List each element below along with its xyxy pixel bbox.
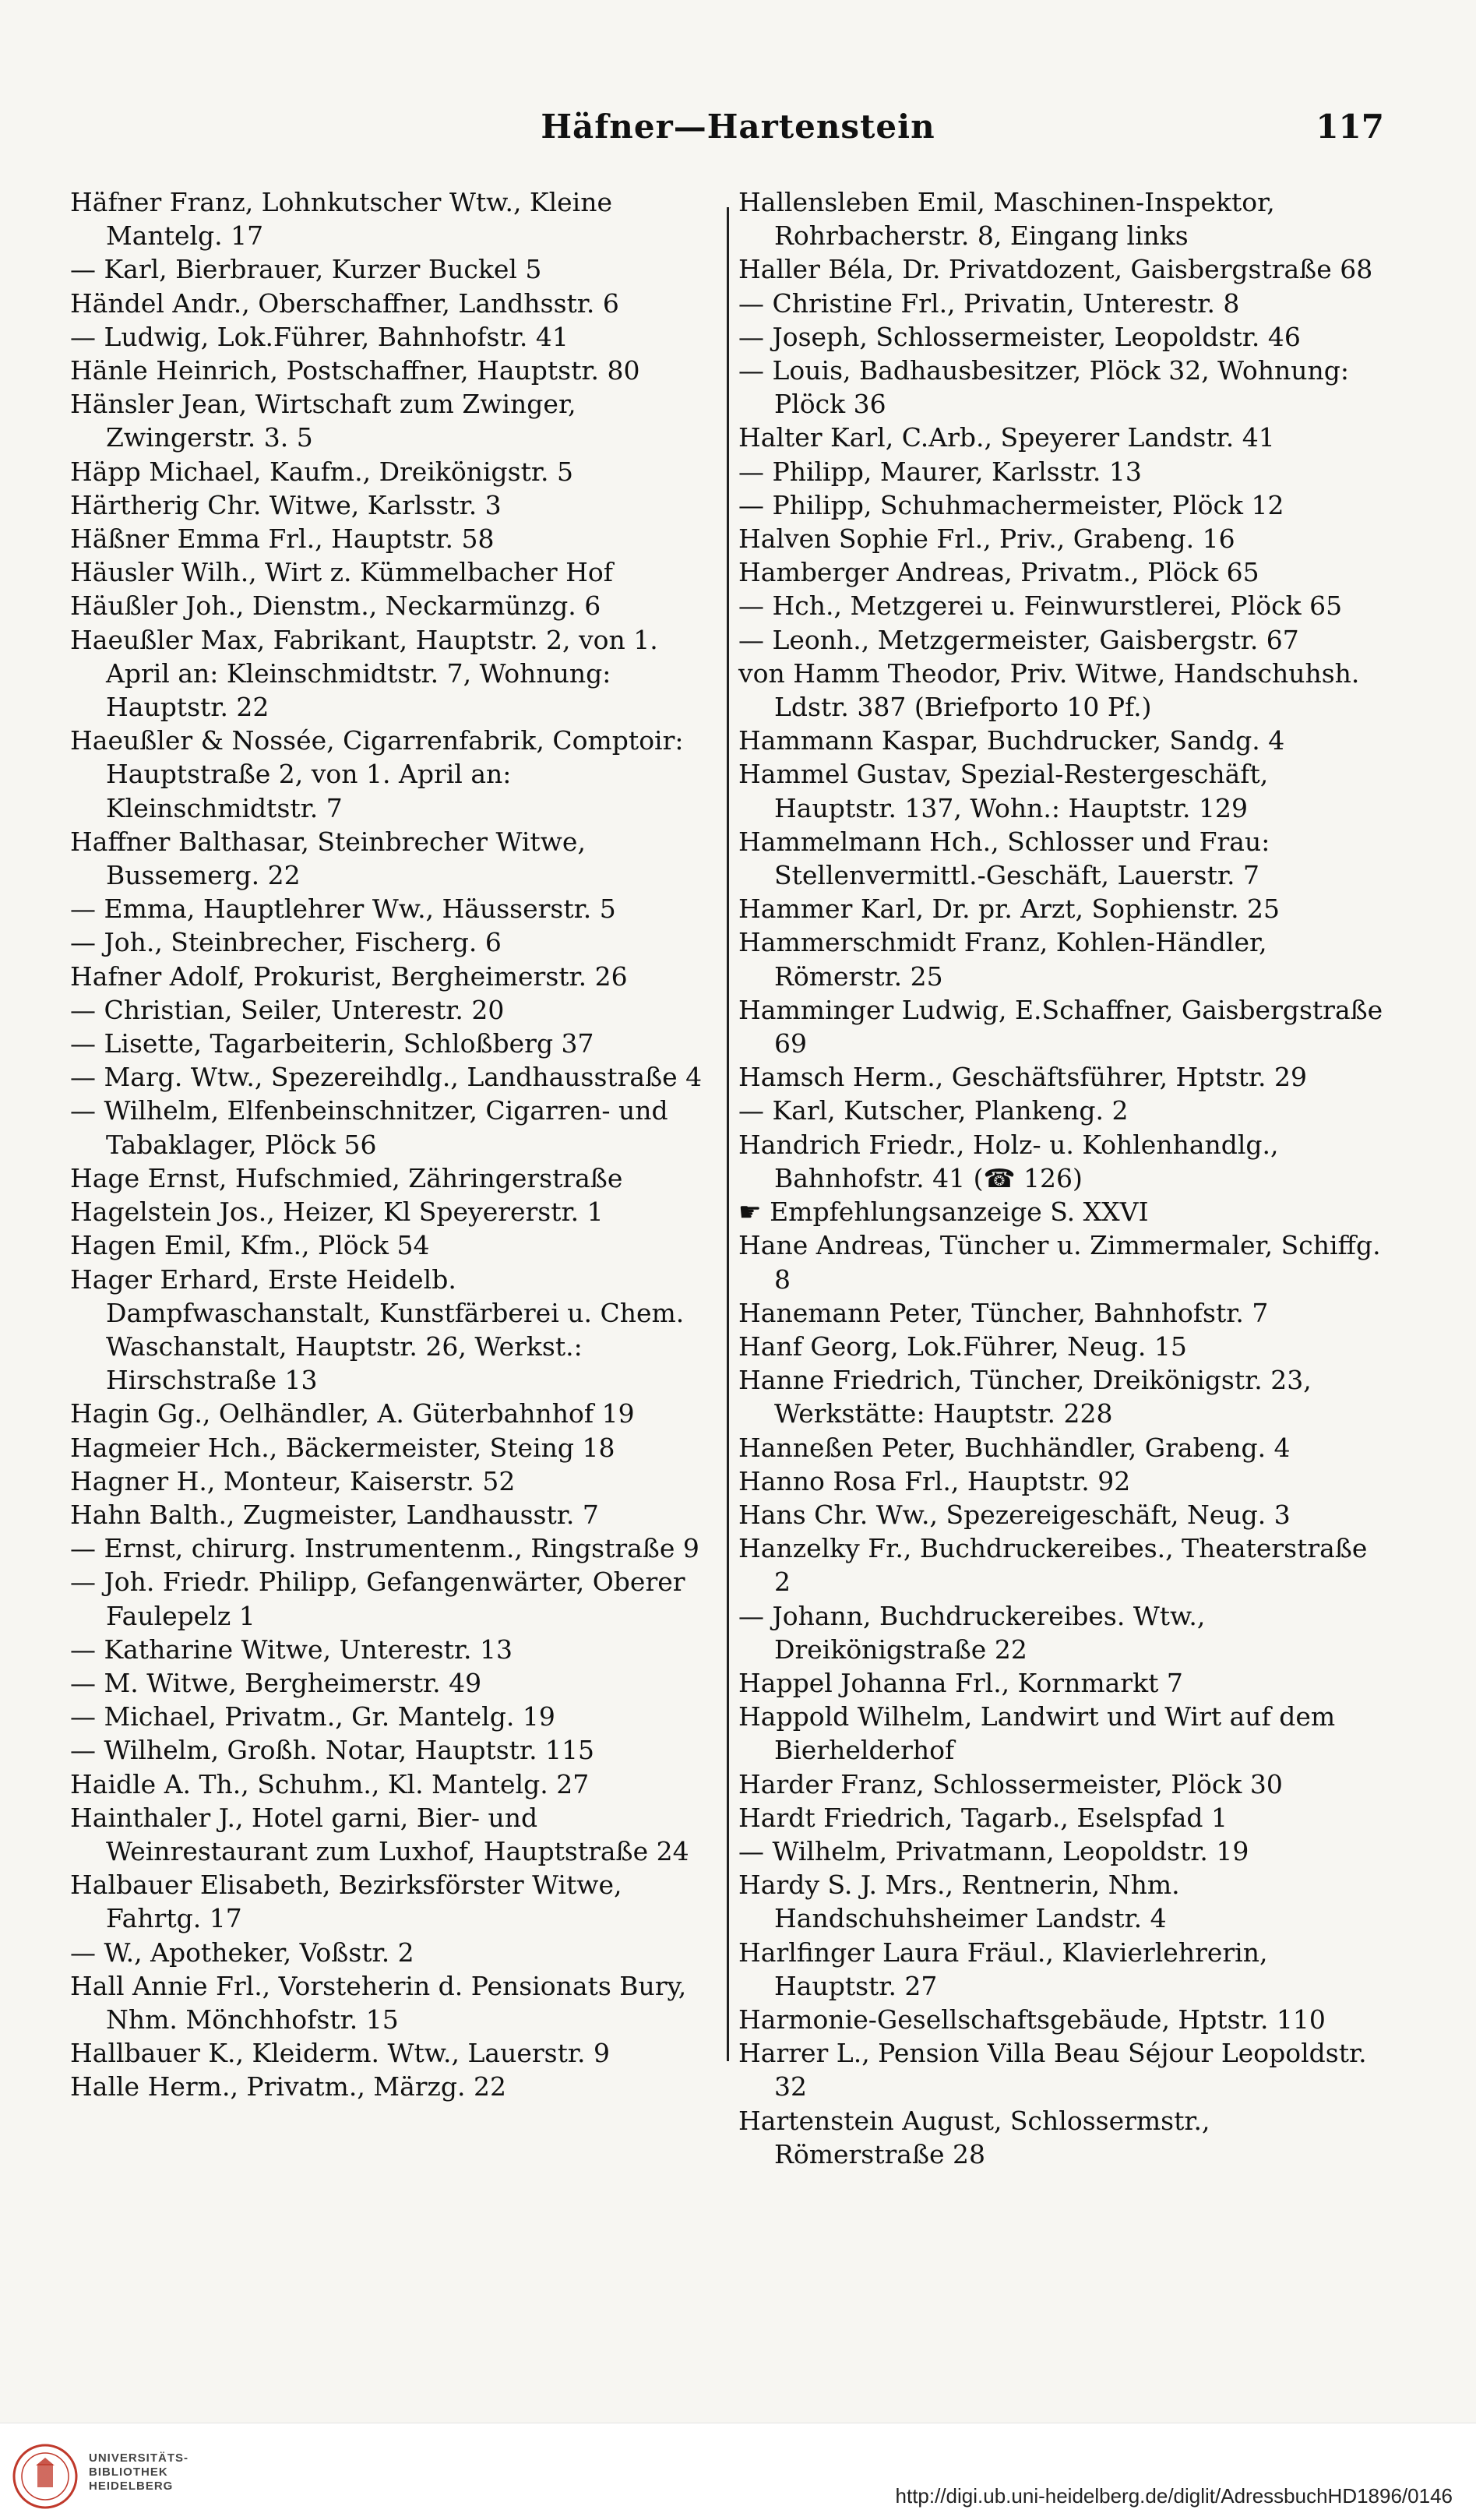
directory-entry: — Karl, Kutscher, Plankeng. 2 [738, 1095, 1129, 1126]
directory-entry: Hammerschmidt Franz, Kohlen-Händler, Römerstr. 25 [738, 927, 1267, 992]
directory-entry: — Christian, Seiler, Unterestr. 20 [70, 994, 505, 1025]
directory-entry: Harder Franz, Schlossermeister, Plöck 30 [738, 1768, 1283, 1799]
directory-entry: — M. Witwe, Bergheimerstr. 49 [70, 1667, 482, 1698]
directory-entry: Hanneßen Peter, Buchhändler, Grabeng. 4 [738, 1432, 1291, 1463]
directory-entry: Hagen Emil, Kfm., Plöck 54 [70, 1230, 430, 1261]
directory-entry: Haidle A. Th., Schuhm., Kl. Mantelg. 27 [70, 1768, 590, 1799]
directory-entry: Hane Andreas, Tüncher u. Zimmermaler, Schiffg. 8 [738, 1230, 1381, 1295]
directory-entry: Hanne Friedrich, Tüncher, Dreikönigstr. 23, Werkstätte: Hauptstr. 228 [738, 1365, 1312, 1429]
university-seal-icon [9, 2441, 81, 2512]
directory-entry: — Leonh., Metzgermeister, Gaisbergstr. 67 [738, 624, 1299, 655]
directory-entry: Hallensleben Emil, Maschinen-Inspektor, Rohrbacherstr. 8, Eingang links [738, 187, 1275, 252]
directory-entry: — Johann, Buchdruckereibes. Wtw., Dreikönigstraße 22 [738, 1600, 1206, 1665]
directory-entry: — Wilhelm, Elfenbeinschnitzer, Cigarren- und Tabaklager, Plöck 56 [70, 1095, 668, 1160]
page-title: Häfner—Hartenstein [541, 107, 935, 146]
directory-entry: Harmonie-Gesellschaftsgebäude, Hptstr. 110 [738, 2004, 1326, 2035]
directory-entry: Hainthaler J., Hotel garni, Bier- und Weinrestaurant zum Luxhof, Hauptstraße 24 [70, 1802, 689, 1866]
directory-entry: Hänle Heinrich, Postschaffner, Hauptstr. 80 [70, 355, 640, 386]
directory-entry: — Marg. Wtw., Spezereihdlg., Landhausstraße 4 [70, 1062, 703, 1093]
directory-entry: Halter Karl, C.Arb., Speyerer Landstr. 41 [738, 422, 1275, 453]
directory-entry: Halbauer Elisabeth, Bezirksförster Witwe, Fahrtg. 17 [70, 1870, 622, 1934]
directory-entry: Harlfinger Laura Fräul., Klavierlehrerin, Hauptstr. 27 [738, 1937, 1268, 2001]
directory-entry: Hallbauer K., Kleiderm. Wtw., Lauerstr. 9 [70, 2038, 610, 2069]
left-column [70, 185, 717, 2104]
directory-entry: Haeußler Max, Fabrikant, Hauptstr. 2, von 1. April an: Kleinschmidtstr. 7, Wohnung: Hauptstr. 22 [70, 624, 658, 723]
directory-entry: von Hamm Theodor, Priv. Witwe, Handschuhsh. Ldstr. 387 (Briefporto 10 Pf.) [738, 657, 1360, 723]
directory-entry: — Karl, Bierbrauer, Kurzer Buckel 5 [70, 254, 542, 285]
directory-entry: Hans Chr. Ww., Spezereigeschäft, Neug. 3 [738, 1499, 1291, 1530]
directory-entry: — Joseph, Schlossermeister, Leopoldstr. 46 [738, 321, 1301, 352]
directory-entry: — Hch., Metzgerei u. Feinwurstlerei, Plöck 65 [738, 590, 1343, 622]
directory-entry: — Lisette, Tagarbeiterin, Schloßberg 37 [70, 1028, 594, 1059]
directory-entry: Hager Erhard, Erste Heidelb. Dampfwaschanstalt, Kunstfärberei u. Chem. Waschanstalt, Hauptstr. 26, Werkst.: Hirschstraße 13 [70, 1264, 685, 1396]
directory-entry: — Wilhelm, Privatmann, Leopoldstr. 19 [738, 1835, 1249, 1866]
directory-entry: Hagmeier Hch., Bäckermeister, Steing 18 [70, 1432, 615, 1463]
directory-entry: Hamberger Andreas, Privatm., Plöck 65 [738, 557, 1259, 588]
directory-entry: Hafner Adolf, Prokurist, Bergheimerstr. 26 [70, 960, 628, 992]
directory-entry: Hardy S. J. Mrs., Rentnerin, Nhm. Handschuhsheimer Landstr. 4 [738, 1870, 1180, 1934]
page-number: 117 [1316, 107, 1384, 146]
directory-entry: — Philipp, Maurer, Karlsstr. 13 [738, 456, 1142, 487]
directory-entry: ☛ Empfehlungsanzeige S. XXVI [738, 1197, 1149, 1228]
directory-entry: — W., Apotheker, Voßstr. 2 [70, 1937, 414, 1968]
directory-entry: Hammer Karl, Dr. pr. Arzt, Sophienstr. 25 [738, 893, 1280, 925]
directory-entry: Halle Herm., Privatm., Märzg. 22 [70, 2071, 507, 2102]
page-header [70, 107, 1406, 170]
directory-entry: — Joh. Friedr. Philipp, Gefangenwärter, Oberer Faulepelz 1 [70, 1567, 685, 1631]
directory-entry: Hartenstein August, Schlossermstr., Römerstraße 28 [738, 2105, 1210, 2169]
directory-entry: Händel Andr., Oberschaffner, Landhsstr. 6 [70, 287, 619, 319]
directory-entry: Hagner H., Monteur, Kaiserstr. 52 [70, 1465, 516, 1496]
directory-entry: Happel Johanna Frl., Kornmarkt 7 [738, 1667, 1183, 1698]
directory-entry: Hammann Kaspar, Buchdrucker, Sandg. 4 [738, 725, 1285, 756]
directory-columns [70, 185, 1406, 2328]
directory-entry: Halven Sophie Frl., Priv., Grabeng. 16 [738, 523, 1235, 555]
directory-entry: Hanno Rosa Frl., Hauptstr. 92 [738, 1465, 1131, 1496]
directory-entry: Hammelmann Hch., Schlosser und Frau: Stellenvermittl.-Geschäft, Lauerstr. 7 [738, 826, 1270, 891]
directory-entry: Happold Wilhelm, Landwirt und Wirt auf dem Bierhelderhof [738, 1701, 1336, 1766]
library-logo-text [89, 2451, 188, 2494]
directory-entry: Hage Ernst, Hufschmied, Zähringerstraße [70, 1162, 623, 1193]
logo-line: UNIVERSITÄTS- [89, 2451, 189, 2465]
directory-entry: — Ludwig, Lok.Führer, Bahnhofstr. 41 [70, 321, 569, 352]
directory-entry: Hänsler Jean, Wirtschaft zum Zwinger, Zwingerstr. 3. 5 [70, 389, 576, 453]
directory-entry: — Philipp, Schuhmachermeister, Plöck 12 [738, 489, 1284, 520]
directory-entry: Hagin Gg., Oelhändler, A. Güterbahnhof 19 [70, 1398, 635, 1429]
directory-entry: Hagelstein Jos., Heizer, Kl Speyererstr. 1 [70, 1197, 604, 1228]
directory-entry: Hall Annie Frl., Vorsteherin d. Pensionats Bury, Nhm. Mönchhofstr. 15 [70, 1970, 687, 2035]
directory-entry: Haeußler & Nossée, Cigarrenfabrik, Comptoir: Hauptstraße 2, von 1. April an: Kleinschmidtstr. 7 [70, 725, 684, 823]
directory-entry: Hanemann Peter, Tüncher, Bahnhofstr. 7 [738, 1297, 1269, 1328]
directory-entry: Handrich Friedr., Holz- u. Kohlenhandlg., Bahnhofstr. 41 (☎ 126) [738, 1129, 1279, 1193]
directory-entry: Härtherig Chr. Witwe, Karlsstr. 3 [70, 489, 502, 520]
directory-entry: — Katharine Witwe, Unterestr. 13 [70, 1634, 513, 1665]
directory-entry: Hardt Friedrich, Tagarb., Eselspfad 1 [738, 1802, 1228, 1833]
directory-entry: — Emma, Hauptlehrer Ww., Häusserstr. 5 [70, 893, 616, 925]
directory-entry: Häfner Franz, Lohnkutscher Wtw., Kleine Mantelg. 17 [70, 187, 612, 252]
directory-entry: Hanzelky Fr., Buchdruckereibes., Theaterstraße 2 [738, 1533, 1368, 1598]
directory-entry: Haller Béla, Dr. Privatdozent, Gaisbergstraße 68 [738, 254, 1373, 285]
directory-entry: Hamsch Herm., Geschäftsführer, Hptstr. 29 [738, 1062, 1308, 1093]
logo-line: BIBLIOTHEK [89, 2465, 168, 2479]
right-column [738, 185, 1385, 2171]
directory-entry: Häusler Wilh., Wirt z. Kümmelbacher Hof [70, 557, 613, 588]
directory-entry: Häßner Emma Frl., Hauptstr. 58 [70, 523, 495, 555]
directory-entry: — Louis, Badhausbesitzer, Plöck 32, Wohnung: Plöck 36 [738, 355, 1349, 420]
directory-entry: — Ernst, chirurg. Instrumentenm., Ringstraße 9 [70, 1533, 699, 1564]
footer-bar [0, 2423, 1476, 2520]
logo-line: HEIDELBERG [89, 2479, 174, 2493]
source-url-link[interactable]: http://digi.ub.uni-heidelberg.de/diglit/AdressbuchHD1896/0146 [895, 2484, 1453, 2508]
directory-entry: — Christine Frl., Privatin, Unterestr. 8 [738, 287, 1240, 319]
directory-entry: — Wilhelm, Großh. Notar, Hauptstr. 115 [70, 1735, 595, 1766]
directory-entry: Haffner Balthasar, Steinbrecher Witwe, Bussemerg. 22 [70, 826, 586, 891]
column-divider [727, 207, 729, 2061]
directory-entry: — Joh., Steinbrecher, Fischerg. 6 [70, 927, 502, 958]
directory-entry: Hanf Georg, Lok.Führer, Neug. 15 [738, 1330, 1187, 1362]
directory-entry: Hammel Gustav, Spezial-Restergeschäft, Hauptstr. 137, Wohn.: Hauptstr. 129 [738, 759, 1269, 823]
directory-entry: Hamminger Ludwig, E.Schaffner, Gaisbergstraße 69 [738, 994, 1383, 1059]
directory-entry: Hahn Balth., Zugmeister, Landhausstr. 7 [70, 1499, 599, 1530]
directory-entry: Häpp Michael, Kaufm., Dreikönigstr. 5 [70, 456, 573, 487]
directory-entry: Harrer L., Pension Villa Beau Séjour Leopoldstr. 32 [738, 2038, 1367, 2102]
directory-entry: — Michael, Privatm., Gr. Mantelg. 19 [70, 1701, 555, 1732]
directory-entry: Häußler Joh., Dienstm., Neckarmünzg. 6 [70, 590, 601, 622]
